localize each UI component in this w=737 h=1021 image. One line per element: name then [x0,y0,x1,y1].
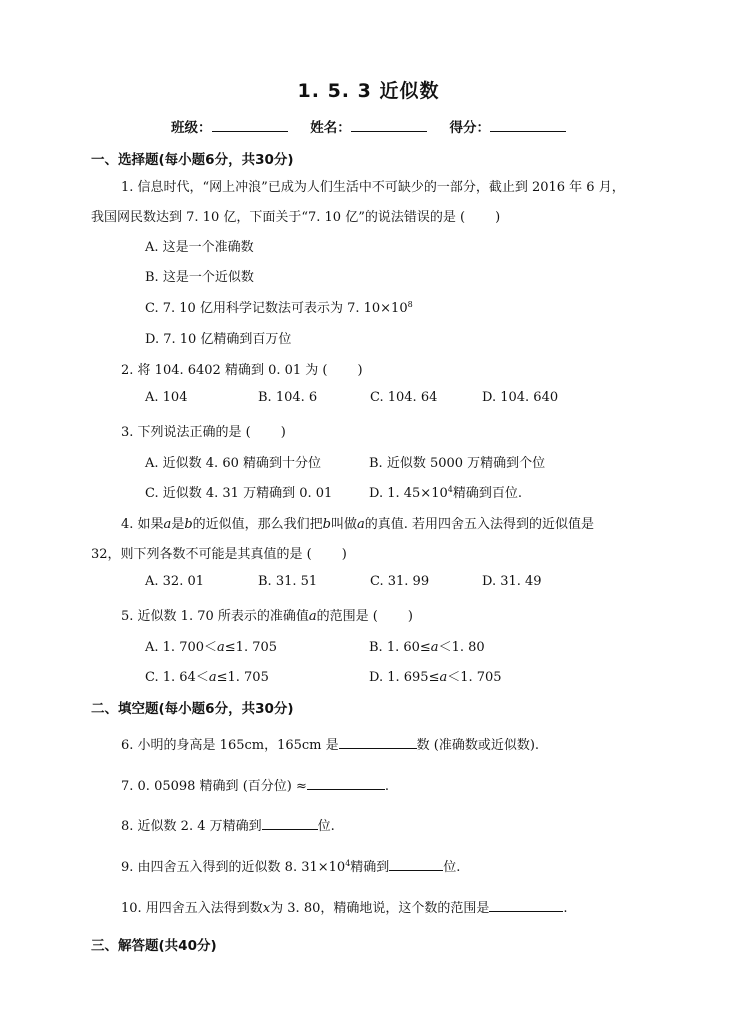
close-paren: ) [341,547,347,562]
option-text: D. 1. 45×10 [369,486,448,501]
variable-a: a [308,609,317,624]
question-4-option-d: D. 31. 49 [482,574,542,589]
option-text: ≤1. 705 [224,640,278,655]
stem-text: 2. 将 104. 6402 精确到 0. 01 为 ( [121,363,328,378]
stem-text: 9. 由四舍五入得到的近似数 8. 31×10 [121,860,346,875]
question-1-option-b: B. 这是一个近似数 [145,270,254,285]
stem-text: 4. 如果 [121,517,164,532]
option-text: C. 7. 10 亿用科学记数法可表示为 7. 10×10 [145,301,408,316]
question-6 [121,734,539,753]
question-5-option-b [369,636,485,655]
question-4-option-c: C. 31. 99 [370,574,430,589]
option-text: B. 1. 60≤ [369,640,431,655]
page-title: 1. 5. 3 近似数 [297,80,440,102]
stem-text: . [384,779,390,794]
class-blank[interactable] [212,117,288,132]
stem-text: 32，则下列各数不可能是其真值的是 ( [91,547,312,562]
question-2-option-b: B. 104. 6 [258,390,318,405]
option-text: D. 1. 695≤ [369,670,440,685]
stem-text: 3. 下列说法正确的是 ( [121,425,251,440]
question-3-option-b: B. 近似数 5000 万精确到个位 [369,456,546,471]
question-4-line-2 [91,543,347,562]
stem-text: 位. [443,860,461,875]
exponent: 8 [407,300,413,309]
stem-text: . [563,901,568,916]
stem-text: 叫做 [331,517,358,532]
name-label: 姓名： [310,120,351,136]
student-info-row [0,116,737,136]
score-field [449,116,566,136]
question-5-option-d [369,666,502,685]
question-2-option-c: C. 104. 64 [370,390,438,405]
stem-text: 精确到 [350,860,390,875]
variable-a: a [357,517,365,532]
question-2-option-d: D. 104. 640 [482,390,559,405]
answer-blank[interactable] [489,897,563,912]
option-text: A. 1. 700＜ [145,640,218,655]
score-blank[interactable] [490,117,566,132]
stem-text: 6. 小明的身高是 165cm，165cm 是 [121,738,339,753]
question-4-line-1 [121,513,594,532]
question-9 [121,856,460,875]
question-3-option-d [369,482,522,501]
stem-text: 是 [171,517,185,532]
question-7 [121,775,389,794]
stem-text: 的真值. 若用四舍五入法得到的近似值是 [364,517,595,532]
question-1-line-2 [91,206,500,225]
question-1-option-a: A. 这是一个准确数 [145,240,254,255]
close-paren: ) [407,609,413,624]
stem-text: 数 (准确数或近似数). [416,738,540,753]
stem-text: 为 3. 80，精确地说，这个数的范围是 [270,901,490,916]
option-text: C. 1. 64＜ [145,670,209,685]
variable-a: a [430,640,439,655]
question-10 [121,897,568,916]
close-paren: ) [357,363,363,378]
variable-b: b [184,517,193,532]
answer-blank[interactable] [262,815,318,830]
question-2-option-a: A. 104 [145,390,188,405]
question-1-option-c [145,297,413,316]
question-3-option-a: A. 近似数 4. 60 精确到十分位 [145,456,321,471]
stem-text: 5. 近似数 1. 70 所表示的准确值 [121,609,309,624]
question-3-option-c: C. 近似数 4. 31 万精确到 0. 01 [145,486,333,501]
question-2-stem [121,359,363,378]
question-1-option-d: D. 7. 10 亿精确到百万位 [145,332,292,347]
stem-text: 的范围是 ( [316,609,378,624]
class-label: 班级： [171,120,212,136]
option-text: ＜1. 705 [447,670,502,685]
answer-blank[interactable] [389,856,443,871]
class-field [171,116,288,136]
exponent: 4 [447,485,453,494]
variable-b: b [322,517,331,532]
answer-blank[interactable] [339,734,417,749]
question-3-stem [121,421,286,440]
option-text: ≤1. 705 [216,670,269,685]
exponent: 4 [345,859,351,868]
close-paren: ) [280,425,286,440]
score-label: 得分： [449,120,490,136]
variable-x: x [262,901,271,916]
variable-a: a [439,670,448,685]
answer-blank[interactable] [307,775,385,790]
variable-a: a [208,670,217,685]
stem-text: 的近似值，那么我们把 [192,517,323,532]
question-5-option-a [145,636,277,655]
stem-text: 10. 用四舍五入法得到数 [121,901,263,916]
option-text: ＜1. 80 [438,640,485,655]
question-4-option-a: A. 32. 01 [145,574,205,589]
question-5-option-c [145,666,269,685]
question-1-line-1: 1. 信息时代，“网上冲浪”已成为人们生活中不可缺少的一部分，截止到 2016 年 6 月， [121,180,625,195]
stem-text: 位. [317,819,335,834]
variable-a: a [217,640,225,655]
option-text-end: 精确到百位. [452,486,522,501]
name-field [310,116,427,136]
question-8 [121,815,335,834]
question-4-option-b: B. 31. 51 [258,574,318,589]
section-solve-heading: 三、解答题(共40分) [91,938,217,954]
close-paren: ) [495,210,501,225]
question-5-stem [121,605,413,624]
section-choice-heading: 一、选择题(每小题6分，共30分) [91,152,294,168]
variable-a: a [163,517,172,532]
name-blank[interactable] [351,117,427,132]
stem-text: 7. 0. 05098 精确到 (百分位) ≈ [121,779,307,794]
section-fill-heading: 二、填空题(每小题6分，共30分) [91,701,294,717]
stem-text: 8. 近似数 2. 4 万精确到 [121,819,262,834]
question-1-stem-end: 我国网民数达到 7. 10 亿，下面关于“7. 10 亿”的说法错误的是 ( [91,210,466,225]
